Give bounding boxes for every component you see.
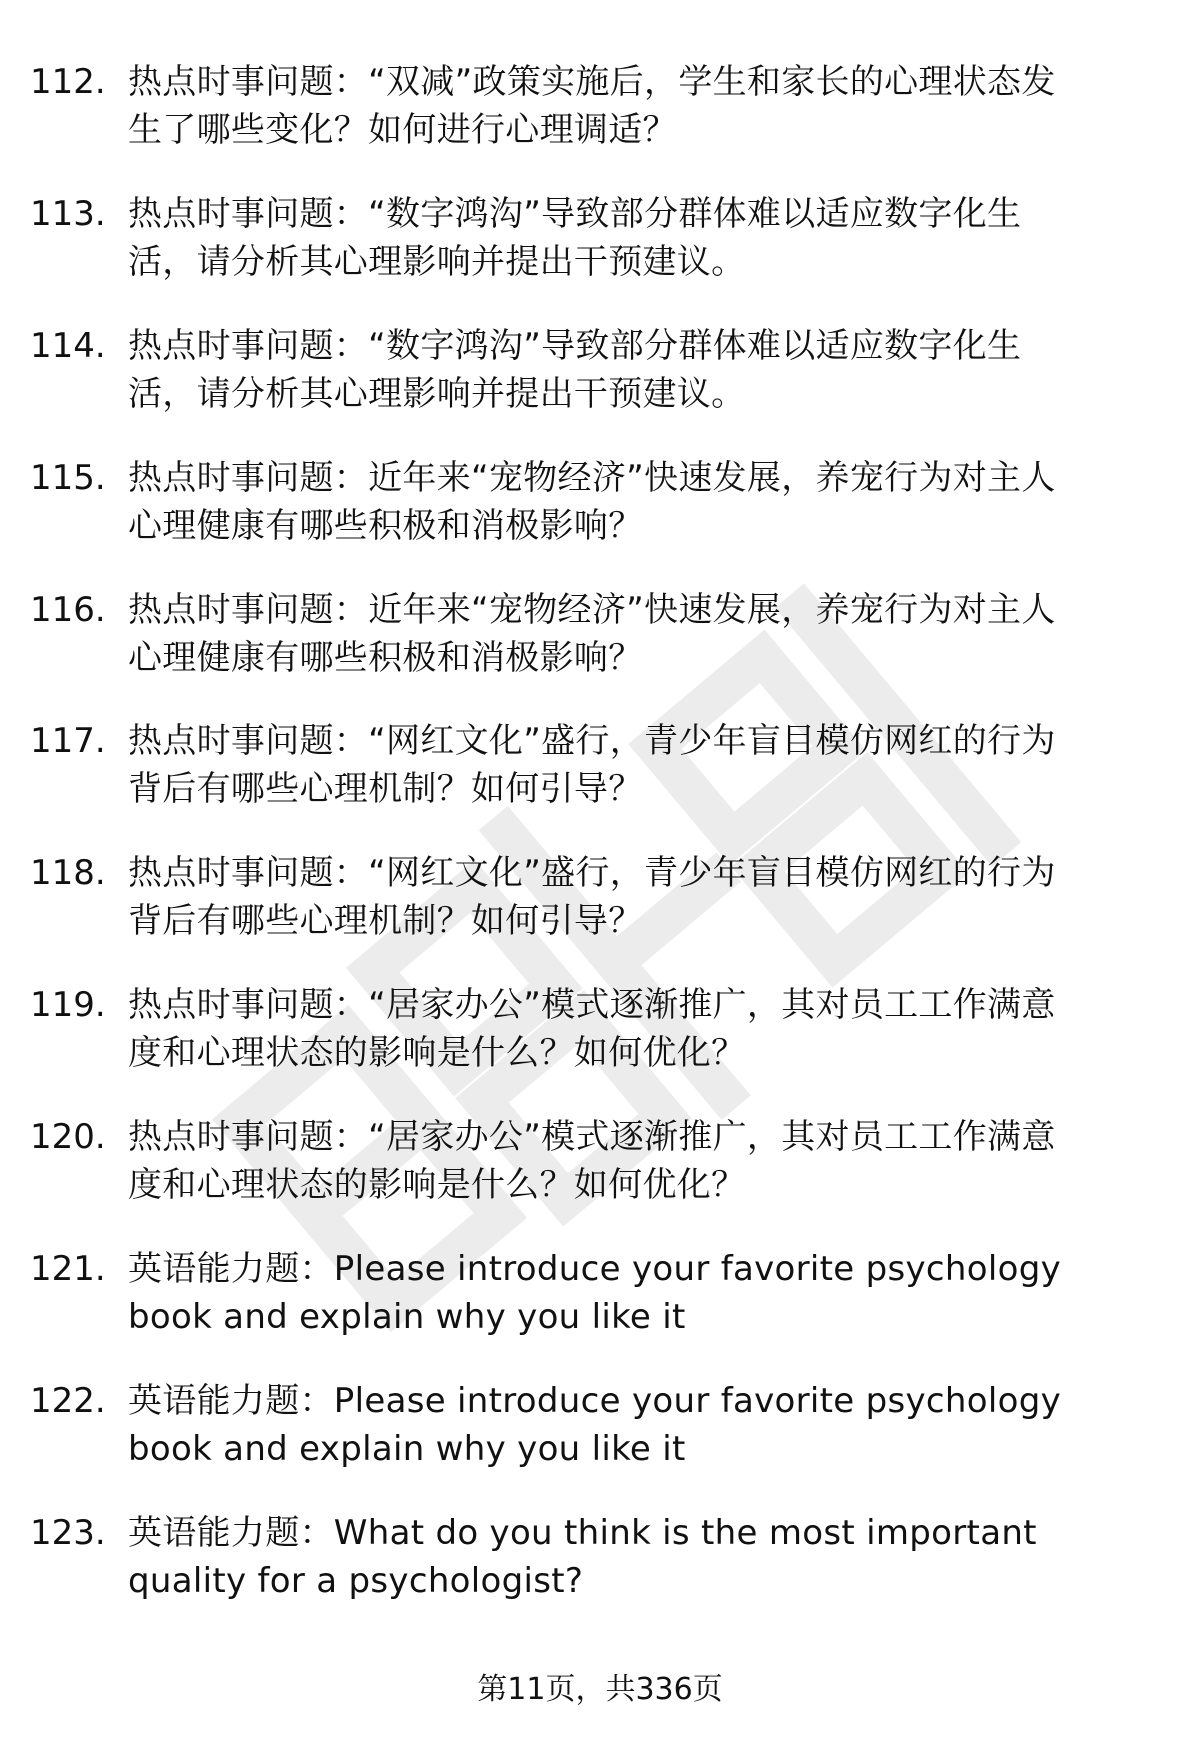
question-item: [30, 58, 1160, 190]
question-item: [30, 322, 1160, 454]
question-line: 热点时事问题：“数字鸿沟”导致部分群体难以适应数字化生: [128, 193, 1022, 234]
question-text: [128, 1509, 1160, 1605]
question-number: 121.: [30, 1249, 106, 1290]
question-line: 生了哪些变化？如何进行心理调适？: [128, 110, 677, 150]
question-line: quality for a psychologist?: [128, 1560, 584, 1601]
question-number: 113.: [30, 193, 106, 234]
question-text: [128, 454, 1160, 550]
question-item: [30, 454, 1160, 586]
question-text: [128, 1377, 1160, 1473]
question-line: 英语能力题：Please introduce your favorite psychology: [128, 1249, 1062, 1290]
question-number: 119.: [30, 985, 106, 1026]
question-text: [128, 586, 1160, 682]
question-item: [30, 717, 1160, 849]
question-line: 热点时事问题：近年来“宠物经济”快速发展，养宠行为对主人: [128, 589, 1056, 630]
question-line: 热点时事问题：“网红文化”盛行，青少年盲目模仿网红的行为: [128, 721, 1056, 762]
question-number: 114.: [30, 325, 106, 366]
question-line: 热点时事问题：“居家办公”模式逐渐推广，其对员工工作满意: [128, 1117, 1056, 1158]
question-line: 热点时事问题：“数字鸿沟”导致部分群体难以适应数字化生: [128, 325, 1022, 366]
question-number: 112.: [30, 62, 106, 102]
question-line: 心理健康有哪些积极和消极影响？: [128, 637, 643, 678]
question-text: [128, 981, 1160, 1077]
question-item: [30, 1245, 1160, 1377]
question-text: [128, 717, 1160, 813]
question-line: 热点时事问题：近年来“宠物经济”快速发展，养宠行为对主人: [128, 457, 1056, 498]
question-text: [128, 190, 1160, 286]
page-footer: 第11页，共336页: [477, 1672, 723, 1707]
question-line: 背后有哪些心理机制？如何引导？: [128, 901, 643, 942]
question-line: book and explain why you like it: [128, 1297, 686, 1338]
question-text: [128, 1245, 1160, 1341]
question-line: 热点时事问题：“网红文化”盛行，青少年盲目模仿网红的行为: [128, 853, 1056, 894]
question-item: [30, 190, 1160, 322]
question-line: 英语能力题：Please introduce your favorite psychology: [128, 1380, 1062, 1421]
question-line: 热点时事问题：“居家办公”模式逐渐推广，其对员工工作满意: [128, 985, 1056, 1026]
question-text: [128, 1113, 1160, 1209]
question-item: [30, 981, 1160, 1113]
question-text: [128, 849, 1160, 945]
question-list: [30, 58, 1160, 1641]
question-line: 热点时事问题：“双减”政策实施后，学生和家长的心理状态发: [128, 62, 1056, 102]
question-number: 115.: [30, 457, 106, 498]
question-number: 117.: [30, 721, 106, 762]
question-line: 英语能力题：What do you think is the most important: [128, 1512, 1037, 1553]
question-line: 活，请分析其心理影响并提出干预建议。: [128, 373, 746, 414]
question-line: 心理健康有哪些积极和消极影响？: [128, 505, 643, 546]
question-item: [30, 849, 1160, 981]
question-number: 122.: [30, 1380, 106, 1421]
question-number: 120.: [30, 1117, 106, 1158]
question-text: [128, 322, 1160, 418]
question-text: [128, 58, 1160, 154]
question-number: 116.: [30, 589, 106, 630]
question-line: 度和心理状态的影响是什么？如何优化？: [128, 1033, 746, 1074]
question-number: 123.: [30, 1512, 106, 1553]
question-line: 活，请分析其心理影响并提出干预建议。: [128, 241, 746, 282]
question-item: [30, 586, 1160, 718]
question-line: 度和心理状态的影响是什么？如何优化？: [128, 1165, 746, 1206]
question-line: 背后有哪些心理机制？如何引导？: [128, 769, 643, 810]
question-number: 118.: [30, 853, 106, 894]
question-line: book and explain why you like it: [128, 1428, 686, 1469]
question-item: [30, 1509, 1160, 1641]
question-item: [30, 1377, 1160, 1509]
question-item: [30, 1113, 1160, 1245]
